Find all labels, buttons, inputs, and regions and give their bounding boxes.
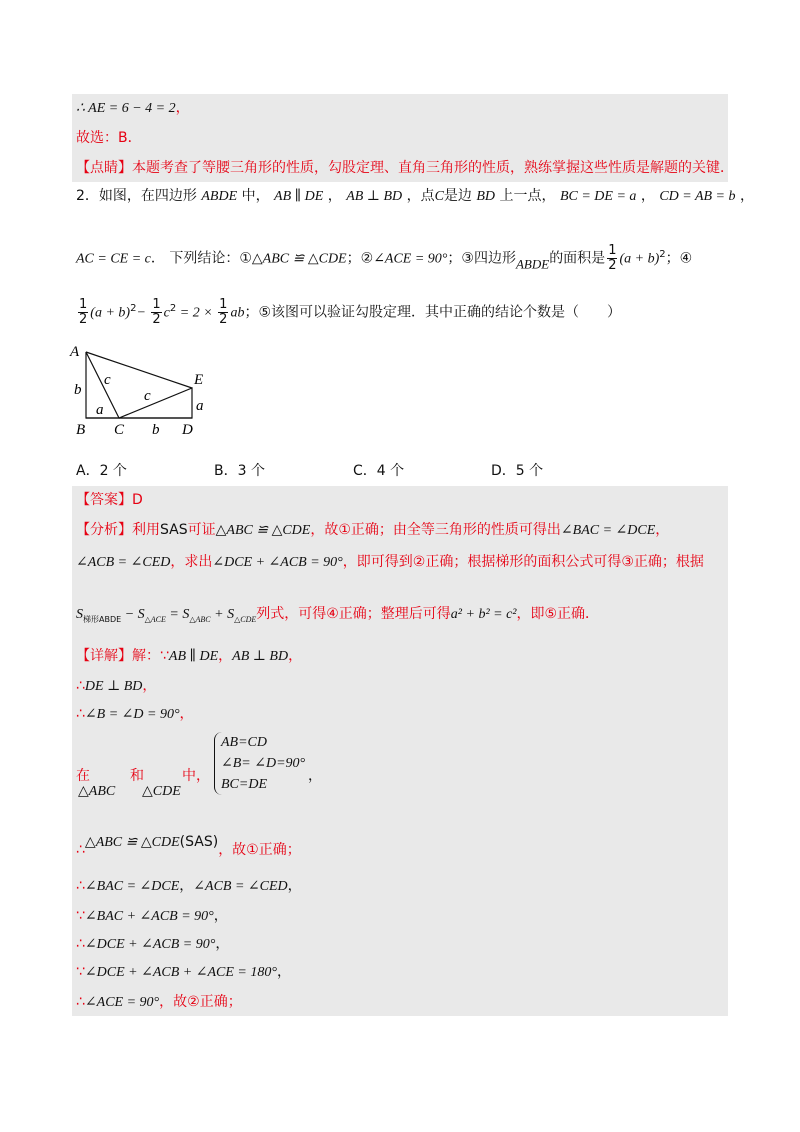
detail-line2 (76, 676, 156, 697)
label-b-bottom: b (152, 422, 160, 438)
analysis-t3b: ， (655, 522, 670, 538)
s4: + S (210, 607, 235, 622)
detail-line10 (76, 992, 242, 1013)
analysis-line3 (76, 604, 599, 630)
eq4-e: ab (230, 305, 245, 321)
d4a: 在 (76, 768, 90, 784)
d2a: ∴ (76, 678, 85, 694)
d10b: ∠ACE = 90° (84, 995, 160, 1010)
q-bc: BC = DE = a (559, 189, 637, 204)
analysis-sas: SAS (160, 522, 188, 538)
label-b: B (76, 422, 86, 438)
d4-tri2: △CDE (142, 784, 181, 799)
q-c2: ；② (346, 250, 374, 267)
label-e: E (194, 372, 204, 388)
detail-line9 (76, 962, 291, 983)
option-d[interactable]: D．5 个 (491, 463, 544, 479)
q-cd: CD = AB = b (659, 189, 736, 204)
detail-line1 (76, 646, 302, 667)
d9b: ∠DCE + ∠ACB + ∠ACE = 180° (84, 965, 277, 980)
d3a: ∴ (76, 706, 85, 722)
q-area-of: 的面积是 (549, 250, 606, 267)
s2-sub: △ACE (144, 614, 166, 624)
d4-tri1: △ABC (78, 784, 116, 799)
eq4-a: (a + b) (90, 305, 131, 321)
half-num2: 1 (79, 297, 88, 313)
label-c-ce: c (144, 388, 151, 404)
label-d: D (182, 422, 193, 438)
d10a: ∴ (76, 994, 85, 1010)
analysis-t4: ，求出 (170, 554, 213, 570)
detail-line7 (76, 906, 228, 927)
geometry-figure (64, 340, 224, 440)
q-area-expr: (a + b) (619, 251, 660, 267)
option-a[interactable]: A．2 个 (76, 463, 127, 479)
d4b: 和 (130, 768, 144, 784)
detail-line8 (76, 934, 229, 955)
d9a: ∵ (76, 964, 85, 980)
detail-line3 (76, 704, 194, 725)
sys-1: AB=CD (221, 735, 267, 750)
q-conc: 下列结论：① (169, 250, 252, 267)
d3b: ∠B = ∠D = 90° (84, 707, 180, 722)
d5c: (SAS) (179, 834, 219, 850)
analysis-eq3: ∠DCE + ∠ACB = 90° (212, 555, 343, 570)
analysis-pyth: a² + b² = c² (450, 607, 517, 622)
analysis-line1 (76, 520, 669, 541)
s1: S (76, 607, 83, 622)
half-den2: 2 (79, 312, 88, 328)
question-line2 (76, 240, 692, 280)
d6e: ， (287, 878, 302, 894)
answer-value: D (132, 492, 143, 508)
q-c5: ；⑤该图可以验证勾股定理．其中正确的结论个数是（ ） (244, 304, 622, 321)
eq4-d: = 2 × (176, 305, 217, 321)
d5d: ，故①正确； (218, 842, 301, 858)
d1c: ， (218, 648, 233, 664)
d6d: ∠ACB = ∠CED (193, 879, 288, 894)
dianjing-tag: 【点睛】 (76, 160, 132, 176)
d8b: ∠DCE + ∠ACB = 90° (84, 937, 216, 952)
half-den3: 2 (152, 312, 161, 328)
q-congr: △ABC ≌ △CDE (251, 251, 347, 267)
analysis-t2: 可证 (187, 522, 216, 538)
q-abde2: ABDE (515, 256, 550, 272)
analysis-line2 (76, 552, 704, 573)
dianjing-text: 本题考查了等腰三角形的性质，勾股定理、直角三角形的性质，熟练掌握这些性质是解题的关键． (132, 160, 734, 176)
d5a: ∴ (76, 842, 85, 858)
d1e: ， (288, 648, 303, 664)
option-c[interactable]: C．4 个 (353, 463, 405, 479)
detail-tag: 【详解】 (76, 648, 132, 664)
eq4-sq2: 2 (169, 303, 177, 314)
q-ace: ∠ACE = 90° (373, 251, 448, 267)
q-zhong: 中， (241, 188, 270, 204)
s4-sub: △CDE (234, 614, 257, 624)
q-dian: ，点 (406, 188, 435, 204)
analysis-eq2: ∠ACB = ∠CED (76, 555, 171, 570)
q-perp: AB ⊥ BD (346, 189, 403, 204)
q-yidian: 上一点， (499, 188, 556, 204)
half-frac (607, 244, 617, 273)
s3-sub: △ABC (189, 614, 211, 624)
half-den: 2 (608, 258, 617, 274)
analysis-congr: △ABC ≌ △CDE (215, 523, 311, 538)
d6b: ∠BAC = ∠DCE (84, 879, 180, 894)
d8a: ∴ (76, 936, 85, 952)
label-c: C (114, 422, 125, 438)
sys-3: BC=DE (221, 777, 267, 792)
q-onbd: 是边 (443, 188, 472, 204)
analysis-t6: 列式，可得④正确；整理后可得 (256, 606, 451, 622)
half-frac3 (151, 298, 161, 327)
triangle-cde (119, 388, 192, 418)
d9c: ， (276, 964, 291, 980)
d6a: ∴ (76, 878, 85, 894)
equation-system (214, 732, 305, 795)
option-b[interactable]: B．3 个 (214, 463, 265, 479)
q-prefix: 2．如图，在四边形 (76, 188, 197, 204)
d10c: ，故②正确； (159, 994, 242, 1010)
d7c: ， (213, 908, 228, 924)
d1b: AB ∥ DE (168, 649, 219, 664)
eq4-c: c (163, 305, 170, 321)
s3: = S (165, 607, 190, 622)
eq4-sq1: 2 (130, 303, 137, 314)
q-c: C (434, 189, 444, 204)
s2: − S (121, 607, 145, 622)
d3c: ， (179, 706, 194, 722)
question-line3 (76, 294, 621, 329)
d7b: ∠BAC + ∠ACB = 90° (84, 909, 214, 924)
d5b: △ABC ≌ △CDE (84, 835, 180, 850)
q-bd: BD (476, 189, 496, 204)
d8c: ， (215, 936, 230, 952)
d4c: 中， (182, 768, 210, 784)
line-choose: 故选：B． (76, 130, 142, 146)
ae-tail: ， (175, 100, 190, 116)
q-comma: ， (327, 188, 342, 204)
half-den4: 2 (219, 312, 228, 328)
eq4-b: − (136, 305, 150, 321)
d2c: ， (142, 678, 157, 694)
half-num: 1 (608, 243, 617, 259)
analysis-tag: 【分析】 (76, 522, 132, 538)
d4d: ， (308, 768, 322, 784)
q-abde: ABDE (201, 189, 238, 204)
d2b: DE ⊥ BD (84, 679, 143, 694)
detail-line6 (76, 876, 302, 897)
half-frac4 (218, 298, 228, 327)
sys-2: ∠B= ∠D=90° (221, 756, 306, 771)
answer-line (76, 490, 143, 510)
d1a: 解：∵ (132, 648, 169, 664)
analysis-t7: ，即⑤正确． (516, 606, 600, 622)
ae-eq: ∴ AE = 6 − 4 = 2 (76, 101, 176, 116)
label-a: A (70, 344, 80, 360)
analysis-t3: ，故①正确；由全等三角形的性质可得出 (310, 522, 561, 538)
question-line1 (76, 186, 754, 207)
line-ae (76, 98, 190, 119)
d6c: ， (179, 878, 194, 894)
analysis-t1: 利用 (132, 522, 160, 538)
d7a: ∵ (76, 908, 85, 924)
detail-line5 (76, 832, 301, 858)
q-sq: 2 (659, 249, 666, 260)
q-c3: ；③四边形 (447, 250, 516, 267)
line-dianjing (76, 158, 734, 178)
q-ac: AC = CE = c (76, 251, 151, 267)
q-dot: ． (150, 250, 165, 267)
d1d: AB ⊥ BD (232, 649, 289, 664)
label-c-ac: c (104, 372, 111, 388)
label-a-bottom: a (96, 402, 104, 418)
s1-sub: 梯形ABDE (83, 614, 122, 624)
analysis-t5: ，即可得到②正确；根据梯形的面积公式可得③正确；根据 (342, 554, 704, 570)
label-a-right: a (196, 398, 204, 414)
analysis-eq1: ∠BAC = ∠DCE (560, 523, 656, 538)
q-comma2: ， (640, 188, 655, 204)
half-num3: 1 (152, 297, 161, 313)
q-comma3: ， (739, 188, 754, 204)
q-par: AB ∥ DE (274, 189, 324, 204)
half-frac2 (78, 298, 88, 327)
label-b-left: b (74, 382, 82, 398)
q-c4: ；④ (665, 250, 693, 267)
answer-tag: 【答案】 (76, 492, 132, 508)
half-num4: 1 (219, 297, 228, 313)
